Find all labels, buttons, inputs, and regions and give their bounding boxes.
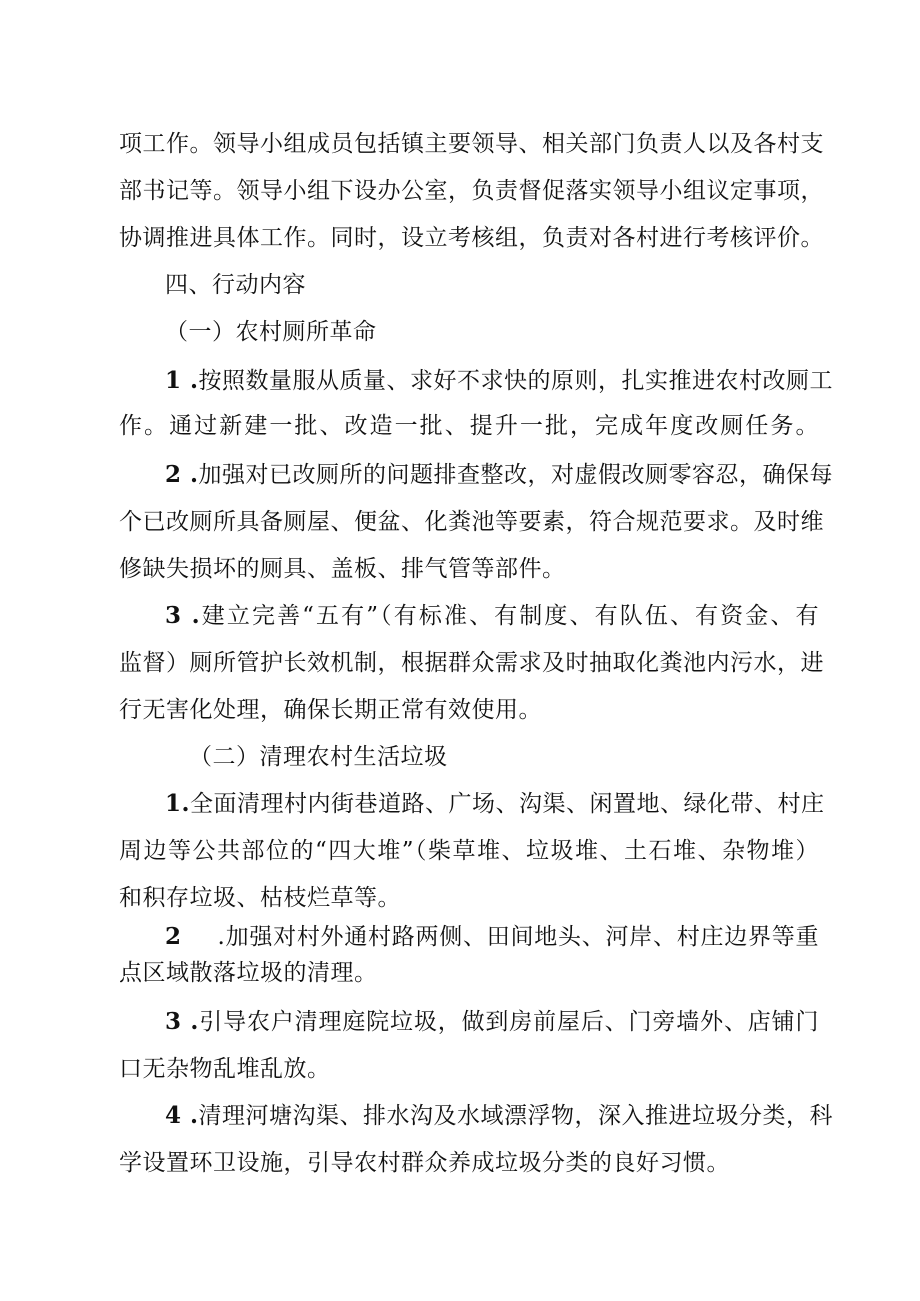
- list-item-line: [165, 1002, 819, 1042]
- paragraph-line: 作。通过新建一批、改造一批、提升一批，完成年度改厕任务。: [119, 413, 819, 439]
- paragraph-line: 协调推进具体工作。同时，设立考核组，负责对各村进行考核评价。: [119, 225, 824, 251]
- item-number: 2: [165, 923, 182, 950]
- paragraph-line: 点区域散落垃圾的清理。: [119, 960, 378, 986]
- list-item-line: [165, 361, 834, 401]
- list-item-line: [165, 596, 819, 636]
- paragraph-line: 修缺失损坏的厕具、盖板、排气管等部件。: [119, 556, 566, 582]
- item-number: 1 .: [165, 367, 199, 394]
- paragraph-line: 监督）厕所管护长效机制，根据群众需求及时抽取化粪池内污水，进: [119, 650, 824, 676]
- subsection-heading: （二）清理农村生活垃圾: [189, 744, 448, 770]
- list-item-line: [165, 917, 819, 957]
- paragraph-line: 学设置环卫设施，引导农村群众养成垃圾分类的良好习惯。: [119, 1150, 730, 1176]
- item-text: 全面清理村内街巷道路、广场、沟渠、闲置地、绿化带、村庄: [190, 791, 825, 817]
- paragraph-line: 个已改厕所具备厕屋、便盆、化粪池等要素，符合规范要求。及时维: [119, 509, 824, 535]
- item-number: 3 .: [165, 1008, 199, 1035]
- list-item-line: [165, 455, 834, 495]
- section-heading: 四、行动内容: [165, 272, 306, 298]
- item-text: 加强对村外通村路两侧、田间地头、河岸、村庄边界等重: [225, 924, 819, 950]
- paragraph-line: 项工作。领导小组成员包括镇主要领导、相关部门负责人以及各村支: [119, 131, 824, 157]
- item-number: 3 .: [165, 602, 201, 629]
- item-punct: .: [217, 924, 226, 950]
- item-text: 引导农户清理庭院垃圾，做到房前屋后、门旁墙外、店铺门: [198, 1009, 819, 1035]
- item-number: 4 .: [165, 1102, 199, 1129]
- subsection-heading: （一）农村厕所革命: [165, 319, 377, 345]
- paragraph-line: 周边等公共部位的“四大堆”（柴草堆、垃圾堆、土石堆、杂物堆）: [119, 838, 819, 864]
- item-text: 按照数量服从质量、求好不求快的原则，扎实推进农村改厕工: [198, 368, 834, 394]
- paragraph-line: 和积存垃圾、枯枝烂草等。: [119, 885, 401, 911]
- item-number: 2 .: [165, 461, 199, 488]
- list-item-line: [165, 784, 825, 824]
- item-number: 1.: [165, 790, 191, 817]
- paragraph-line: 部书记等。领导小组下设办公室，负责督促落实领导小组议定事项，: [119, 178, 824, 204]
- paragraph-line: 行无害化处理，确保长期正常有效使用。: [119, 697, 542, 723]
- paragraph-line: 口无杂物乱堆乱放。: [119, 1056, 331, 1082]
- item-text: 建立完善“五有”（有标准、有制度、有队伍、有资金、有: [200, 603, 819, 629]
- item-text: 清理河塘沟渠、排水沟及水域漂浮物，深入推进垃圾分类，科: [198, 1103, 834, 1129]
- item-text: 加强对已改厕所的问题排查整改，对虚假改厕零容忍，确保每: [198, 462, 834, 488]
- list-item-line: [165, 1096, 834, 1136]
